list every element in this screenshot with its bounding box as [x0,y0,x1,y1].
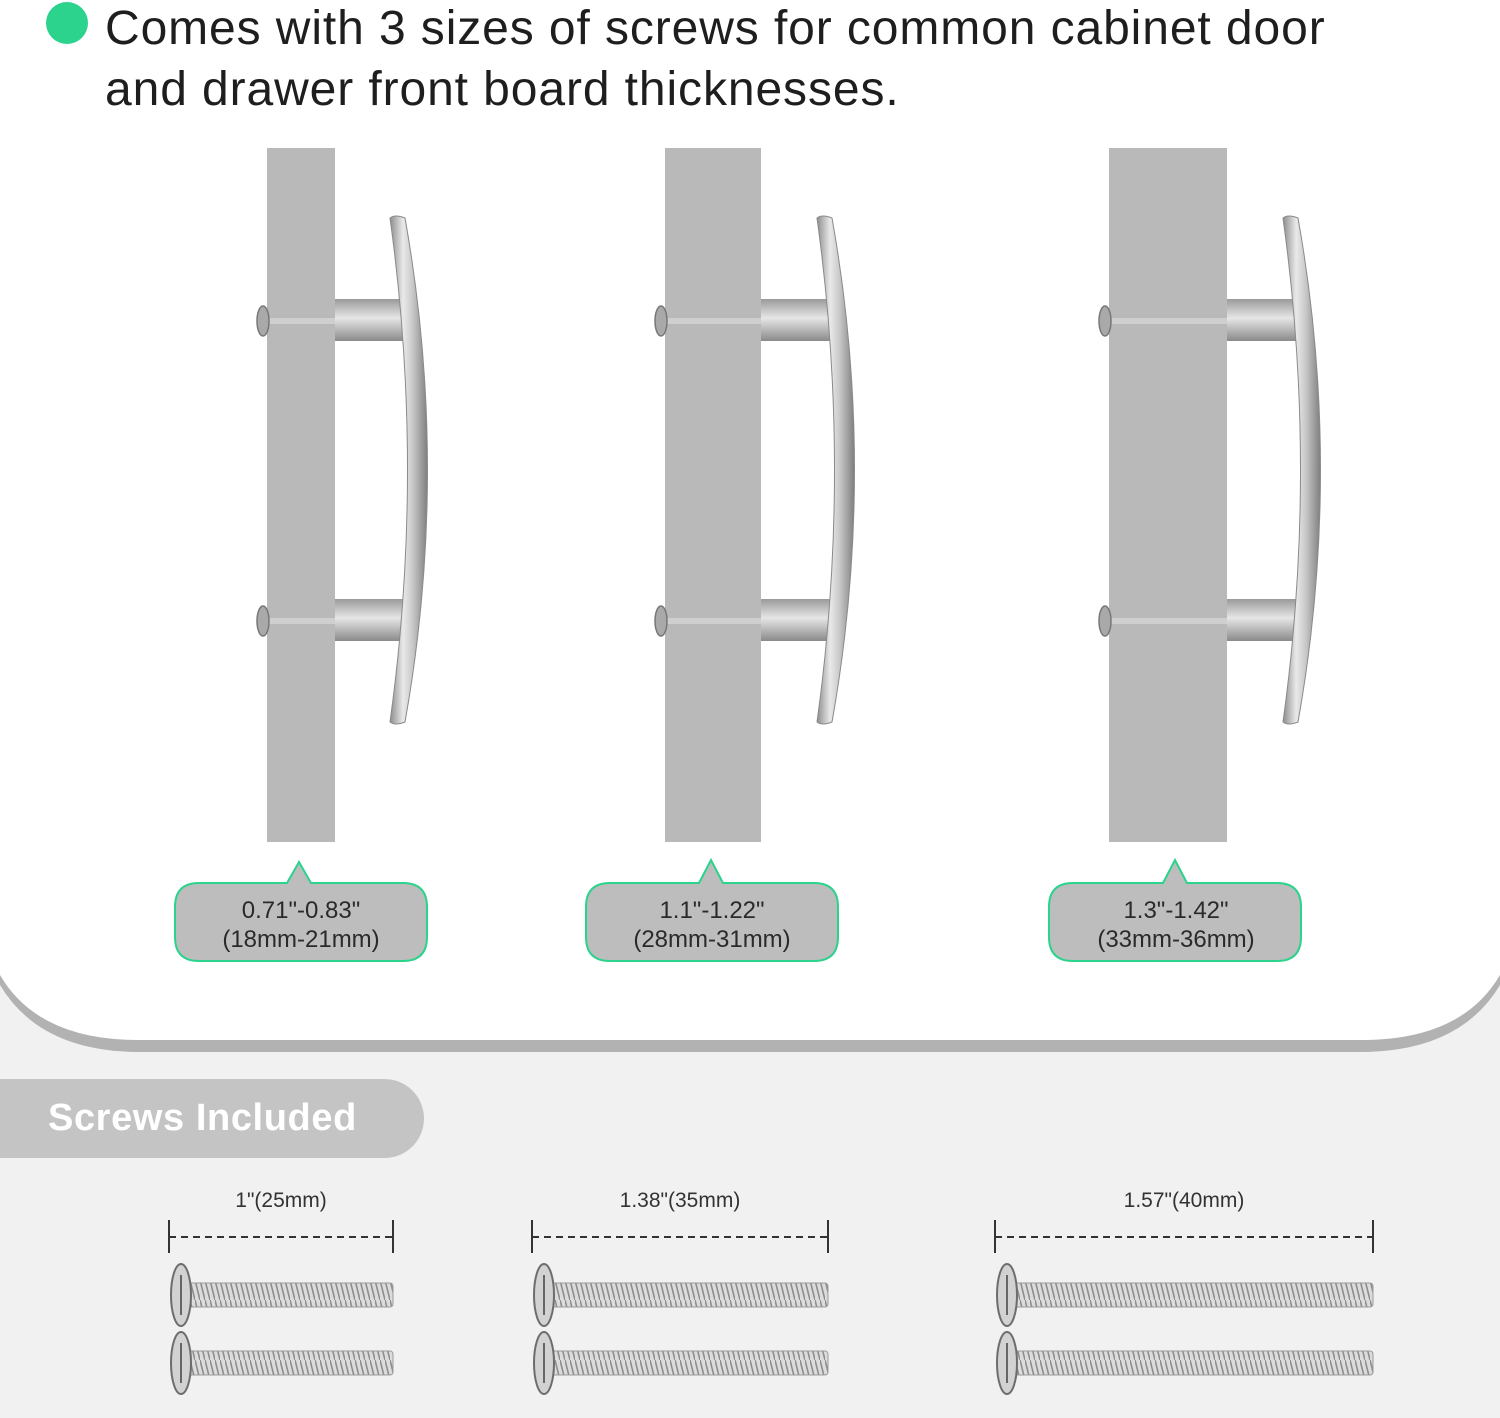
screw-group-2 [532,1189,828,1394]
screw-length-label-1: 1"(25mm) [235,1189,327,1212]
headline [105,0,1485,120]
callout-inches-2: 1.1"-1.22" [659,897,765,924]
callout-inches-1: 0.71"-0.83" [241,897,361,924]
screw-length-label-3: 1.57"(40mm) [1123,1189,1245,1212]
board-2 [665,148,761,842]
screws-included-banner [0,1079,424,1158]
screw-group-3 [995,1189,1373,1394]
headline-line-1: Comes with 3 sizes of screws for common cabinet door [105,2,1326,55]
board-3 [1109,148,1227,842]
headline-line-2: and drawer front board thicknesses. [105,63,900,116]
callout-mm-1: (18mm-21mm) [222,926,380,953]
screw-length-label-2: 1.38"(35mm) [619,1189,741,1212]
dimension-line-1 [169,1220,393,1253]
screws-included-title: Screws Included [48,1097,357,1139]
screw-icon [534,1264,828,1326]
board-1 [267,148,335,842]
screw-group-1 [169,1189,393,1394]
dimension-line-3 [995,1220,1373,1253]
bullet-dot-icon [46,2,88,44]
screws-illustration [0,1160,1500,1410]
screw-icon [534,1332,828,1394]
screw-icon [171,1332,393,1394]
screw-icon [997,1332,1373,1394]
dimension-line-2 [532,1220,828,1253]
callout-inches-3: 1.3"-1.42" [1123,897,1229,924]
screw-icon [997,1264,1373,1326]
screw-icon [171,1264,393,1326]
callout-mm-3: (33mm-36mm) [1097,926,1255,953]
callout-mm-2: (28mm-31mm) [633,926,791,953]
